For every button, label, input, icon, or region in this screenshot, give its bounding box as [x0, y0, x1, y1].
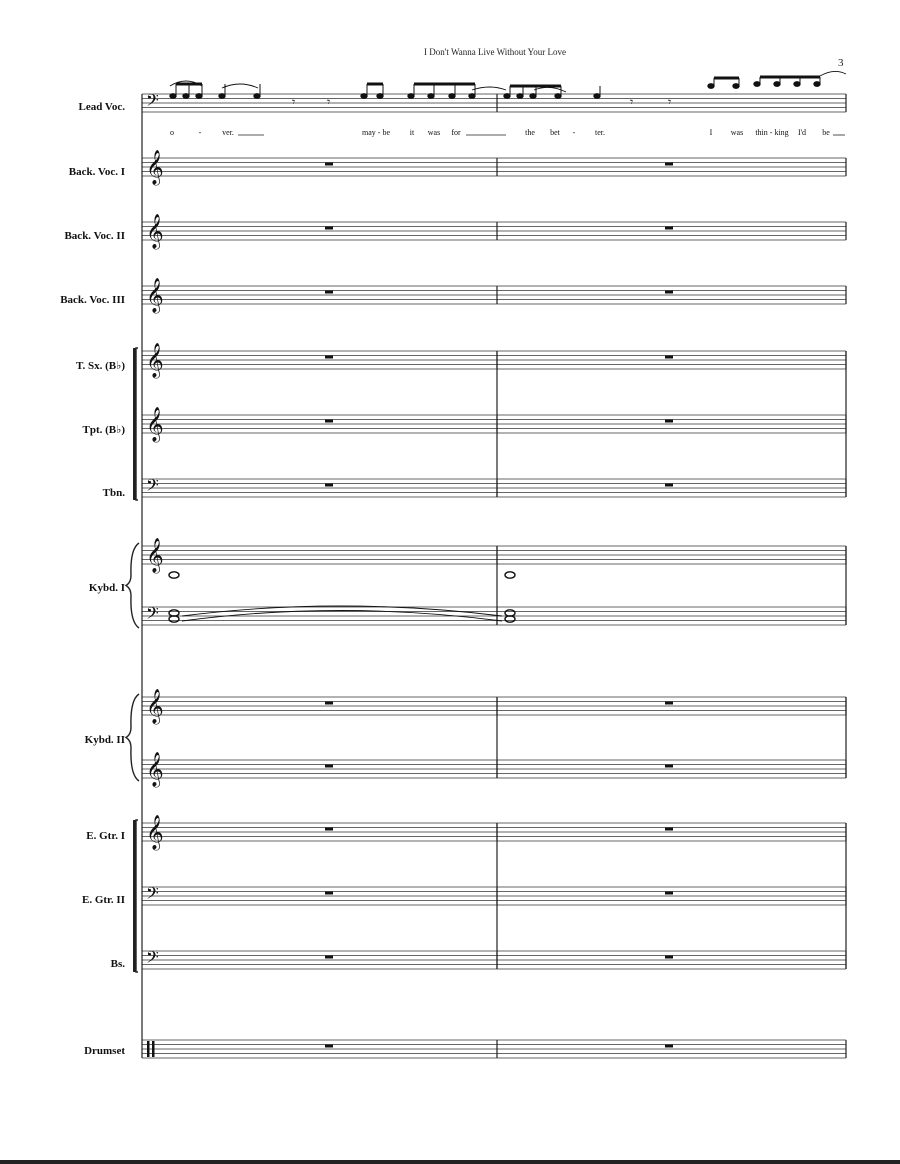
- note-head: [708, 84, 714, 89]
- whole-rest-icon: [665, 765, 673, 768]
- lyric-syllable: for: [451, 128, 461, 137]
- keyboard-1-notes: [169, 572, 515, 622]
- note-head: [377, 94, 383, 99]
- lyric-syllable: may - be: [362, 128, 390, 137]
- staff-label-electric-guitar-1: E. Gtr. I: [86, 830, 125, 842]
- lyric-syllable: the: [525, 128, 535, 137]
- lyric-syllable: I'd: [797, 128, 807, 137]
- whole-rest-icon: [325, 765, 333, 768]
- bass-clef-icon: 𝄢: [146, 947, 159, 971]
- svg-text:𝄾: 𝄾: [327, 95, 331, 109]
- treble-clef-icon: 𝄞: [146, 278, 164, 313]
- treble-clef-icon: 𝄞: [146, 343, 164, 378]
- staff-label-trombone: Tbn.: [102, 487, 125, 499]
- whole-rest-icon: [325, 1045, 333, 1048]
- whole-rest-icon: [325, 956, 333, 959]
- staff-label-lead-vocal: Lead Voc.: [78, 101, 125, 113]
- note-head: [594, 94, 600, 99]
- note-head: [361, 94, 367, 99]
- staff-label-back-vocal-2: Back. Voc. II: [64, 230, 125, 242]
- staff-label-bass: Bs.: [110, 958, 125, 970]
- whole-rest-icon: [665, 702, 673, 705]
- note-head: [774, 82, 780, 87]
- page-bottom-edge: [0, 1160, 900, 1164]
- whole-rest-icon: [325, 291, 333, 294]
- percussion-clef-icon: [147, 1041, 150, 1057]
- whole-rest-icon: [665, 356, 673, 359]
- whole-rest-icon: [325, 828, 333, 831]
- note-head: [408, 94, 414, 99]
- note-head: [733, 84, 739, 89]
- note-head: [794, 82, 800, 87]
- staff-label-keyboard-1: Kybd. I: [88, 582, 125, 594]
- staff-lines: [142, 94, 846, 1058]
- bass-clef-icon: 𝄢: [146, 475, 159, 499]
- treble-clef-icon: 𝄞: [146, 538, 164, 573]
- lyric-syllable: o: [170, 128, 174, 137]
- bass-clef-icon: 𝄢: [146, 883, 159, 907]
- bracket-icon: [133, 820, 136, 972]
- note-head: [428, 94, 434, 99]
- bracket-icon: [136, 820, 138, 972]
- note-head: [530, 94, 536, 99]
- brace-icon: [126, 694, 139, 781]
- braces: [126, 348, 139, 972]
- whole-rest-icon: [665, 1045, 673, 1048]
- svg-text:𝄾: 𝄾: [292, 95, 296, 109]
- treble-clef-icon: 𝄞: [146, 150, 164, 185]
- staff-label-trumpet: Tpt. (B♭): [82, 424, 125, 436]
- whole-rest-icon: [665, 892, 673, 895]
- whole-rest-icon: [665, 291, 673, 294]
- staff-label-keyboard-2: Kybd. II: [84, 734, 125, 746]
- note-head: [183, 94, 189, 99]
- bass-clef-icon: 𝄢: [146, 603, 159, 627]
- treble-clef-icon: 𝄞: [146, 752, 164, 787]
- treble-clef-icon: 𝄞: [146, 407, 164, 442]
- whole-rest-icon: [325, 702, 333, 705]
- treble-clef-icon: 𝄞: [146, 689, 164, 724]
- whole-note: [505, 572, 515, 578]
- note-head: [504, 94, 510, 99]
- staff-label-electric-guitar-2: E. Gtr. II: [82, 894, 125, 906]
- bass-clef-icon: 𝄢: [146, 90, 159, 114]
- lyric-syllable: be: [822, 128, 830, 137]
- whole-rest-icon: [325, 163, 333, 166]
- staff-label-drumset: Drumset: [84, 1045, 125, 1057]
- lyric-syllable: was: [427, 128, 441, 137]
- lyric-hyphen: -: [572, 128, 576, 137]
- svg-text:𝄾: 𝄾: [630, 95, 634, 109]
- score-title: I Don't Wanna Live Without Your Love: [424, 47, 566, 57]
- whole-rest-icon: [665, 227, 673, 230]
- lyric-syllable: ver.: [222, 128, 234, 137]
- note-head: [196, 94, 202, 99]
- brace-icon: [126, 543, 139, 628]
- whole-rest-icon: [325, 227, 333, 230]
- svg-text:𝄾: 𝄾: [668, 95, 672, 109]
- note-head: [170, 94, 176, 99]
- note-head: [449, 94, 455, 99]
- note-head: [555, 94, 561, 99]
- lyric-hyphen: -: [198, 128, 202, 137]
- whole-rest-icon: [665, 420, 673, 423]
- whole-rest-icon: [665, 828, 673, 831]
- lyric-syllable: thin - king: [755, 128, 789, 137]
- lyric-syllable: bet: [550, 128, 560, 137]
- note-head: [754, 82, 760, 87]
- staff-label-tenor-sax: T. Sx. (B♭): [76, 360, 125, 372]
- whole-rest-icon: [325, 356, 333, 359]
- whole-rest-icon: [325, 484, 333, 487]
- treble-clef-icon: 𝄞: [146, 214, 164, 249]
- barlines: [142, 94, 846, 1058]
- staff-label-back-vocal-3: Back. Voc. III: [60, 294, 125, 306]
- whole-rest-icon: [665, 163, 673, 166]
- clefs: [146, 90, 164, 1057]
- whole-rest-icon: [665, 956, 673, 959]
- whole-rest-icon: [325, 892, 333, 895]
- whole-rest-icon: [665, 484, 673, 487]
- note-head: [469, 94, 475, 99]
- note-head: [219, 94, 225, 99]
- lyric-syllable: I: [709, 128, 713, 137]
- percussion-clef-icon: [152, 1041, 155, 1057]
- bracket-icon: [136, 348, 138, 500]
- whole-rest-icon: [325, 420, 333, 423]
- whole-note: [169, 572, 179, 578]
- lyric-syllable: it: [409, 128, 415, 137]
- lyric-syllable: was: [730, 128, 744, 137]
- bracket-icon: [133, 348, 136, 500]
- note-head: [814, 82, 820, 87]
- treble-clef-icon: 𝄞: [146, 815, 164, 850]
- tie: [182, 606, 502, 616]
- note-head: [254, 94, 260, 99]
- note-head: [517, 94, 523, 99]
- lyric-syllable: ter.: [595, 128, 605, 137]
- page-number: 3: [838, 57, 844, 69]
- staff-label-back-vocal-1: Back. Voc. I: [68, 166, 125, 178]
